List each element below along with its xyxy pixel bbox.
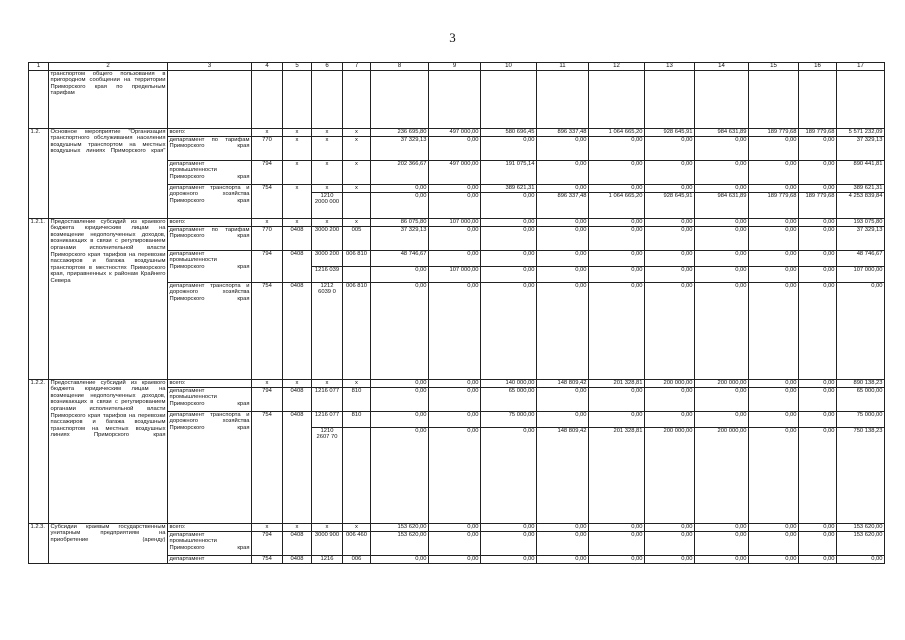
amount-cell: 0,00 — [645, 250, 695, 266]
section-code-cell: x — [283, 379, 312, 387]
executor-cell: департамент по тарифам Приморского края — [168, 226, 252, 250]
amount-cell: 189 779,68 — [799, 128, 837, 136]
grbs-code-cell: 770 — [252, 226, 283, 250]
amount-cell: 0,00 — [799, 226, 837, 250]
table-header-row — [29, 63, 885, 71]
amount-cell: 0,00 — [429, 136, 481, 160]
expense-type-cell: 810 — [343, 411, 371, 427]
amount-cell: 0,00 — [429, 427, 481, 523]
row-number-cell: 1.2.3. — [29, 523, 49, 563]
amount-cell: 0,00 — [749, 218, 799, 226]
expense-type-cell: x — [343, 379, 371, 387]
expense-type-cell: 006 810 — [343, 282, 371, 379]
target-article-cell: x — [312, 379, 343, 387]
amount-cell: 107 000,00 — [837, 266, 885, 282]
table-row — [29, 70, 885, 128]
target-article-cell: x — [312, 136, 343, 160]
row-number-cell — [29, 70, 49, 128]
row-number-cell: 1.2.2. — [29, 379, 49, 523]
executor-cell: всего: — [168, 523, 252, 531]
target-article-cell: x — [312, 128, 343, 136]
empty-cell — [481, 70, 537, 128]
amount-cell: 0,00 — [837, 282, 885, 379]
amount-cell: 0,00 — [429, 387, 481, 411]
amount-cell: 0,00 — [695, 531, 749, 555]
amount-cell: 0,00 — [749, 379, 799, 387]
amount-cell: 0,00 — [645, 531, 695, 555]
amount-cell: 0,00 — [749, 531, 799, 555]
amount-cell: 0,00 — [537, 136, 589, 160]
row-number-cell: 1.2.1. — [29, 218, 49, 379]
target-article-cell: 1216 077 — [312, 387, 343, 411]
amount-cell: 0,00 — [429, 531, 481, 555]
amount-cell: 153 620,00 — [371, 523, 429, 531]
col-header: 15 — [749, 63, 799, 71]
col-header: 2 — [49, 63, 168, 71]
section-code-cell: 0408 — [283, 250, 312, 282]
amount-cell: 75 000,00 — [481, 411, 537, 427]
amount-cell: 0,00 — [589, 282, 645, 379]
target-article-cell: 1216 039 — [312, 266, 343, 282]
event-name-cell: Субсидии краевым государственным унитарным предприятиям на приобретение (аренду) — [49, 523, 168, 563]
section-code-cell: 0408 — [283, 555, 312, 563]
amount-cell: 0,00 — [589, 555, 645, 563]
target-article-cell: x — [312, 184, 343, 192]
amount-cell: 984 631,89 — [695, 192, 749, 218]
amount-cell: 0,00 — [537, 411, 589, 427]
amount-cell: 0,00 — [645, 184, 695, 192]
target-article-cell: x — [312, 218, 343, 226]
amount-cell: 389 621,31 — [837, 184, 885, 192]
amount-cell: 0,00 — [371, 192, 429, 218]
grbs-code-cell: x — [252, 379, 283, 387]
amount-cell: 750 138,23 — [837, 427, 885, 523]
amount-cell: 0,00 — [695, 218, 749, 226]
empty-cell — [283, 70, 312, 128]
executor-cell: департамент транспорта и дорожного хозяйства Приморского края — [168, 411, 252, 523]
target-article-cell: 1212 6039 0 — [312, 282, 343, 379]
col-header: 4 — [252, 63, 283, 71]
amount-cell: 0,00 — [589, 136, 645, 160]
amount-cell: 0,00 — [371, 266, 429, 282]
amount-cell: 0,00 — [481, 555, 537, 563]
col-header: 7 — [343, 63, 371, 71]
section-code-cell: x — [283, 136, 312, 160]
expense-type-cell — [343, 427, 371, 523]
amount-cell: 0,00 — [749, 523, 799, 531]
amount-cell: 0,00 — [837, 555, 885, 563]
amount-cell: 497 000,00 — [429, 128, 481, 136]
expense-type-cell: x — [343, 160, 371, 184]
grbs-code-cell: x — [252, 218, 283, 226]
empty-cell — [799, 70, 837, 128]
expense-type-cell: x — [343, 218, 371, 226]
expense-type-cell — [343, 266, 371, 282]
executor-cell: департамент транспорта и дорожного хозяйства Приморского края — [168, 184, 252, 218]
empty-cell — [837, 70, 885, 128]
amount-cell: 0,00 — [481, 523, 537, 531]
expense-type-cell: x — [343, 128, 371, 136]
event-name-cell: Основное мероприятие "Организация транспортного обслуживания населения воздушным транспортом на местных воздушных линиях Приморского края" — [49, 128, 168, 218]
col-header: 13 — [645, 63, 695, 71]
amount-cell: 0,00 — [645, 282, 695, 379]
table-row — [29, 218, 885, 226]
amount-cell: 5 571 232,09 — [837, 128, 885, 136]
empty-cell — [695, 70, 749, 128]
amount-cell: 0,00 — [537, 218, 589, 226]
amount-cell: 0,00 — [537, 531, 589, 555]
budget-table — [28, 62, 885, 564]
amount-cell: 890 138,23 — [837, 379, 885, 387]
amount-cell: 0,00 — [371, 379, 429, 387]
col-header: 3 — [168, 63, 252, 71]
amount-cell: 0,00 — [645, 411, 695, 427]
expense-type-cell: 006 810 — [343, 250, 371, 266]
amount-cell: 200 000,00 — [645, 379, 695, 387]
amount-cell: 984 631,89 — [695, 128, 749, 136]
section-code-cell: x — [283, 160, 312, 184]
amount-cell: 497 000,00 — [429, 160, 481, 184]
executor-cell: департамент по тарифам Приморского края — [168, 136, 252, 160]
grbs-code-cell: 794 — [252, 387, 283, 411]
amount-cell: 0,00 — [749, 282, 799, 379]
col-header: 12 — [589, 63, 645, 71]
amount-cell: 0,00 — [749, 226, 799, 250]
target-article-cell: 1216 077 — [312, 411, 343, 427]
target-article-cell: 3000 200 — [312, 226, 343, 250]
amount-cell: 0,00 — [749, 250, 799, 266]
amount-cell: 0,00 — [799, 379, 837, 387]
amount-cell: 0,00 — [429, 226, 481, 250]
executor-cell: всего: — [168, 218, 252, 226]
grbs-code-cell: 754 — [252, 411, 283, 523]
section-code-cell: 0408 — [283, 282, 312, 379]
amount-cell: 189 779,68 — [799, 192, 837, 218]
amount-cell: 0,00 — [695, 136, 749, 160]
amount-cell: 0,00 — [799, 531, 837, 555]
amount-cell: 0,00 — [799, 184, 837, 192]
amount-cell: 0,00 — [645, 555, 695, 563]
amount-cell: 0,00 — [695, 160, 749, 184]
empty-cell — [252, 70, 283, 128]
executor-cell: всего: — [168, 379, 252, 387]
grbs-code-cell: x — [252, 128, 283, 136]
grbs-code-cell: 754 — [252, 184, 283, 218]
amount-cell: 148 809,42 — [537, 379, 589, 387]
executor-cell: департамент промышленности Приморского края — [168, 387, 252, 411]
amount-cell: 928 645,91 — [645, 128, 695, 136]
grbs-code-cell: 754 — [252, 555, 283, 563]
amount-cell: 0,00 — [695, 282, 749, 379]
amount-cell: 0,00 — [481, 266, 537, 282]
amount-cell: 0,00 — [537, 184, 589, 192]
amount-cell: 0,00 — [645, 218, 695, 226]
amount-cell: 153 620,00 — [371, 531, 429, 555]
expense-type-cell — [343, 192, 371, 218]
amount-cell: 0,00 — [429, 184, 481, 192]
col-header: 9 — [429, 63, 481, 71]
col-header: 14 — [695, 63, 749, 71]
amount-cell: 48 746,67 — [837, 250, 885, 266]
executor-cell: всего: — [168, 128, 252, 136]
amount-cell: 0,00 — [799, 411, 837, 427]
amount-cell: 65 000,00 — [837, 387, 885, 411]
amount-cell: 37 329,13 — [371, 136, 429, 160]
amount-cell: 0,00 — [589, 160, 645, 184]
col-header: 16 — [799, 63, 837, 71]
amount-cell: 191 075,14 — [481, 160, 537, 184]
executor-cell: департамент промышленности Приморского края — [168, 160, 252, 184]
amount-cell: 1 064 665,20 — [589, 128, 645, 136]
amount-cell: 0,00 — [589, 250, 645, 266]
amount-cell: 1 064 665,20 — [589, 192, 645, 218]
grbs-code-cell: 754 — [252, 282, 283, 379]
amount-cell: 0,00 — [695, 266, 749, 282]
amount-cell: 0,00 — [537, 250, 589, 266]
target-article-cell: 1210 2607 70 — [312, 427, 343, 523]
amount-cell: 0,00 — [371, 282, 429, 379]
empty-cell — [429, 70, 481, 128]
section-code-cell: 0408 — [283, 226, 312, 250]
amount-cell: 0,00 — [589, 411, 645, 427]
amount-cell: 65 000,00 — [481, 387, 537, 411]
amount-cell: 0,00 — [749, 184, 799, 192]
amount-cell: 193 075,80 — [837, 218, 885, 226]
amount-cell: 86 075,80 — [371, 218, 429, 226]
amount-cell: 0,00 — [371, 411, 429, 427]
amount-cell: 0,00 — [799, 555, 837, 563]
col-header: 8 — [371, 63, 429, 71]
amount-cell: 0,00 — [749, 266, 799, 282]
target-article-cell: x — [312, 523, 343, 531]
section-code-cell: x — [283, 523, 312, 531]
amount-cell: 0,00 — [481, 226, 537, 250]
amount-cell: 0,00 — [695, 226, 749, 250]
amount-cell: 580 696,45 — [481, 128, 537, 136]
amount-cell: 0,00 — [371, 555, 429, 563]
target-article-cell: 1216 — [312, 555, 343, 563]
target-article-cell: x — [312, 160, 343, 184]
executor-cell: департамент транспорта и дорожного хозяйства Приморского края — [168, 282, 252, 379]
amount-cell: 189 779,68 — [749, 192, 799, 218]
amount-cell: 37 329,13 — [371, 226, 429, 250]
amount-cell: 200 000,00 — [695, 427, 749, 523]
expense-type-cell: 006 — [343, 555, 371, 563]
amount-cell: 0,00 — [749, 427, 799, 523]
amount-cell: 896 337,48 — [537, 192, 589, 218]
col-header: 1 — [29, 63, 49, 71]
amount-cell: 0,00 — [429, 523, 481, 531]
amount-cell: 896 337,48 — [537, 128, 589, 136]
amount-cell: 107 000,00 — [429, 266, 481, 282]
executor-cell: департамент промышленности Приморского края — [168, 250, 252, 282]
amount-cell: 0,00 — [799, 387, 837, 411]
amount-cell: 0,00 — [429, 282, 481, 379]
amount-cell: 48 746,67 — [371, 250, 429, 266]
amount-cell: 0,00 — [645, 160, 695, 184]
amount-cell: 0,00 — [695, 523, 749, 531]
section-code-cell: 0408 — [283, 531, 312, 555]
amount-cell: 0,00 — [589, 226, 645, 250]
amount-cell: 0,00 — [749, 136, 799, 160]
empty-cell — [312, 70, 343, 128]
amount-cell: 0,00 — [481, 427, 537, 523]
event-name-cell: Предоставление субсидий из краевого бюджета юридическим лицам на возмещение недополученных доходов, возникающих в связи с регулированием органами исполнительной власти Приморского края тарифов на перевозки пассажиров и багажа воздушным транспортом в местностях Приморского края, приравненных к районам Крайнего Севера — [49, 218, 168, 379]
amount-cell: 389 621,31 — [481, 184, 537, 192]
page-number: 3 — [449, 30, 456, 45]
expense-type-cell: 810 — [343, 387, 371, 411]
amount-cell: 928 645,91 — [645, 192, 695, 218]
amount-cell: 75 000,00 — [837, 411, 885, 427]
amount-cell: 0,00 — [799, 218, 837, 226]
amount-cell: 0,00 — [537, 226, 589, 250]
row-number-cell: 1.2. — [29, 128, 49, 218]
expense-type-cell: 006 460 — [343, 531, 371, 555]
amount-cell: 107 000,00 — [429, 218, 481, 226]
section-code-cell: x — [283, 184, 312, 218]
amount-cell: 201 328,81 — [589, 427, 645, 523]
amount-cell: 0,00 — [799, 523, 837, 531]
col-header: 11 — [537, 63, 589, 71]
amount-cell: 0,00 — [799, 160, 837, 184]
expense-type-cell: x — [343, 523, 371, 531]
empty-cell — [645, 70, 695, 128]
amount-cell: 200 000,00 — [695, 379, 749, 387]
amount-cell: 0,00 — [645, 523, 695, 531]
amount-cell: 0,00 — [537, 523, 589, 531]
amount-cell: 0,00 — [371, 184, 429, 192]
empty-cell — [371, 70, 429, 128]
target-article-cell: 1210 2000 000 — [312, 192, 343, 218]
grbs-code-cell: 794 — [252, 531, 283, 555]
expense-type-cell: 005 — [343, 226, 371, 250]
amount-cell: 0,00 — [695, 184, 749, 192]
amount-cell: 0,00 — [589, 387, 645, 411]
amount-cell: 0,00 — [749, 411, 799, 427]
amount-cell: 0,00 — [799, 266, 837, 282]
amount-cell: 0,00 — [371, 387, 429, 411]
section-code-cell: x — [283, 128, 312, 136]
amount-cell: 201 328,81 — [589, 379, 645, 387]
amount-cell: 0,00 — [429, 555, 481, 563]
grbs-code-cell: 794 — [252, 160, 283, 184]
amount-cell: 0,00 — [481, 192, 537, 218]
amount-cell: 0,00 — [481, 531, 537, 555]
empty-cell — [589, 70, 645, 128]
amount-cell: 0,00 — [481, 250, 537, 266]
amount-cell: 202 366,67 — [371, 160, 429, 184]
section-code-cell: 0408 — [283, 387, 312, 411]
expense-type-cell: x — [343, 184, 371, 192]
amount-cell: 0,00 — [695, 411, 749, 427]
target-article-cell: 3000 900 — [312, 531, 343, 555]
event-name-cell: Предоставление субсидий из краевого бюджета юридическим лицам на возмещение недополученных доходов, возникающих в связи с регулированием органами исполнительной власти Приморского края тарифов на перевозки пассажиров и багажа воздушным транспортом на местных воздушных линиях Приморского края — [49, 379, 168, 523]
amount-cell: 0,00 — [749, 387, 799, 411]
amount-cell: 200 000,00 — [645, 427, 695, 523]
amount-cell: 0,00 — [695, 555, 749, 563]
amount-cell: 0,00 — [429, 250, 481, 266]
amount-cell: 0,00 — [695, 387, 749, 411]
amount-cell: 0,00 — [645, 387, 695, 411]
empty-cell — [168, 70, 252, 128]
target-article-cell: 3000 200 — [312, 250, 343, 266]
amount-cell: 0,00 — [749, 555, 799, 563]
amount-cell: 0,00 — [481, 136, 537, 160]
col-header: 10 — [481, 63, 537, 71]
amount-cell: 0,00 — [645, 266, 695, 282]
amount-cell: 153 620,00 — [837, 531, 885, 555]
empty-cell — [537, 70, 589, 128]
empty-cell — [343, 70, 371, 128]
amount-cell: 140 000,00 — [481, 379, 537, 387]
amount-cell: 0,00 — [645, 136, 695, 160]
amount-cell: 0,00 — [481, 282, 537, 379]
amount-cell: 0,00 — [799, 250, 837, 266]
table-row — [29, 128, 885, 136]
amount-cell: 37 329,13 — [837, 226, 885, 250]
table-row — [29, 523, 885, 531]
amount-cell: 890 441,81 — [837, 160, 885, 184]
grbs-code-cell: 770 — [252, 136, 283, 160]
col-header: 5 — [283, 63, 312, 71]
amount-cell: 0,00 — [589, 184, 645, 192]
amount-cell: 189 779,68 — [749, 128, 799, 136]
amount-cell: 0,00 — [537, 282, 589, 379]
amount-cell: 236 695,80 — [371, 128, 429, 136]
amount-cell: 0,00 — [589, 218, 645, 226]
amount-cell: 0,00 — [537, 387, 589, 411]
amount-cell: 153 620,00 — [837, 523, 885, 531]
amount-cell: 0,00 — [799, 136, 837, 160]
col-header: 17 — [837, 63, 885, 71]
empty-cell — [749, 70, 799, 128]
amount-cell: 0,00 — [429, 411, 481, 427]
amount-cell: 0,00 — [589, 523, 645, 531]
table-row — [29, 379, 885, 387]
amount-cell: 0,00 — [695, 250, 749, 266]
amount-cell: 37 329,13 — [837, 136, 885, 160]
section-code-cell: 0408 — [283, 411, 312, 523]
amount-cell: 0,00 — [429, 192, 481, 218]
amount-cell: 0,00 — [589, 266, 645, 282]
amount-cell: 4 253 839,84 — [837, 192, 885, 218]
executor-cell: департамент промышленности Приморского края — [168, 531, 252, 555]
amount-cell: 0,00 — [799, 282, 837, 379]
event-name-cell: транспортом общего пользования в пригородном сообщении на территории Приморского края по предельным тарифам — [49, 70, 168, 128]
grbs-code-cell: 794 — [252, 250, 283, 282]
amount-cell: 0,00 — [749, 160, 799, 184]
amount-cell: 148 809,42 — [537, 427, 589, 523]
amount-cell: 0,00 — [371, 427, 429, 523]
amount-cell: 0,00 — [799, 427, 837, 523]
expense-type-cell: x — [343, 136, 371, 160]
amount-cell: 0,00 — [645, 226, 695, 250]
amount-cell: 0,00 — [537, 160, 589, 184]
col-header: 6 — [312, 63, 343, 71]
amount-cell: 0,00 — [537, 266, 589, 282]
amount-cell: 0,00 — [429, 379, 481, 387]
amount-cell: 0,00 — [537, 555, 589, 563]
executor-cell: департамент — [168, 555, 252, 563]
grbs-code-cell: x — [252, 523, 283, 531]
amount-cell: 0,00 — [589, 531, 645, 555]
amount-cell: 0,00 — [481, 218, 537, 226]
section-code-cell: x — [283, 218, 312, 226]
